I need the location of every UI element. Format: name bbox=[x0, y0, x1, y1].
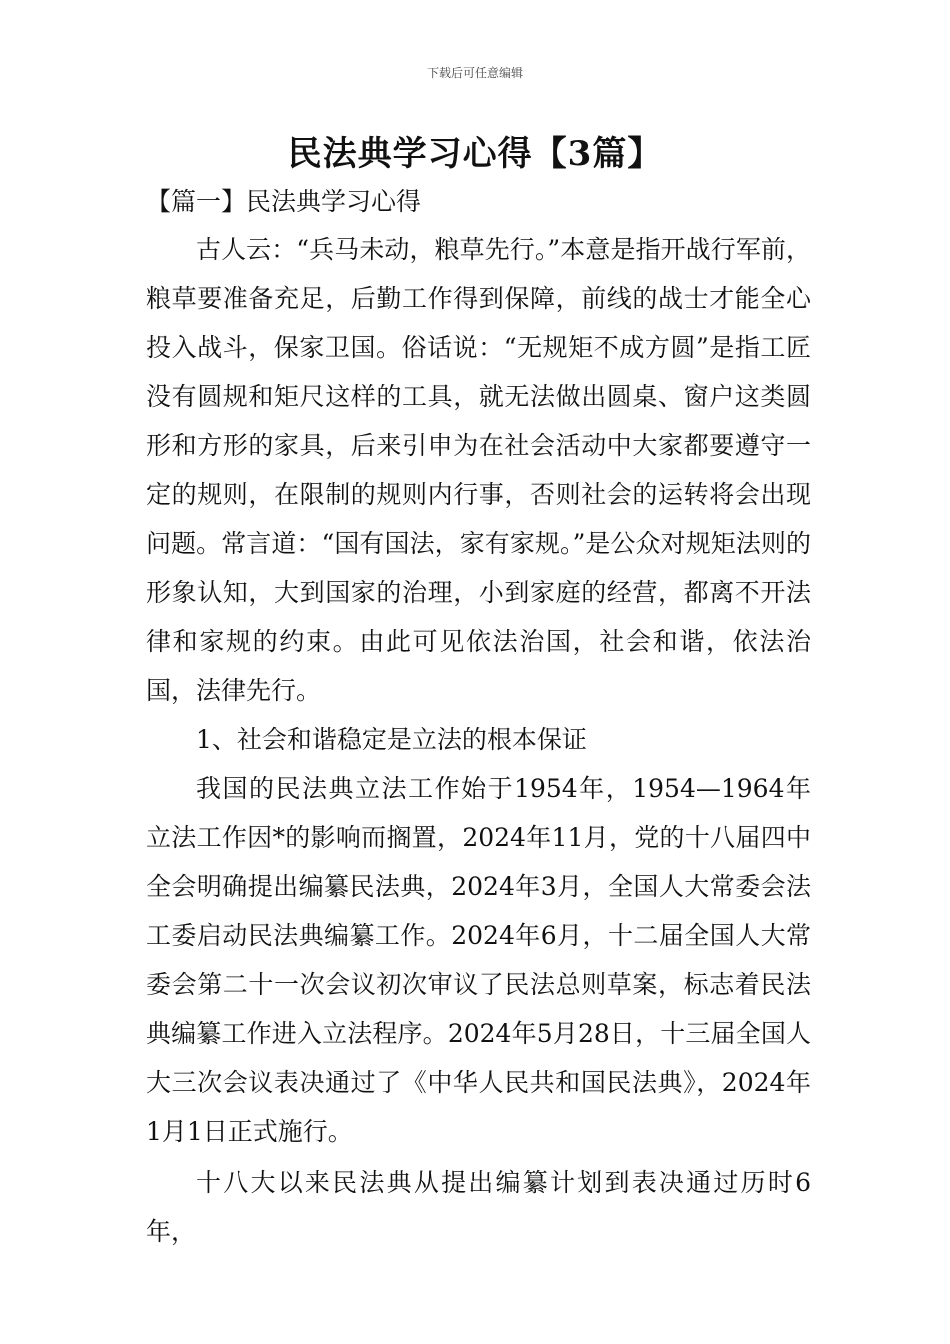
header-note: 下载后可任意编辑 bbox=[426, 66, 523, 80]
paragraph-subheading: 1、社会和谐稳定是立法的根本保证 bbox=[196, 725, 587, 754]
paragraph-continuation: 十八大以来民法典从提出编纂计划到表决通过历时6年， bbox=[146, 1168, 811, 1246]
paragraph-intro: 古人云：“兵马未动，粮草先行。”本意是指开战行军前，粮草要准备充足，后勤工作得到保障，前线的战士才能全心投入战斗，保家卫国。俗话说：“无规矩不成方圆”是指工匠没有圆规和矩尺这样的工具，就无法做出圆桌、窗户这类圆形和方形的家具，后来引申为在社会活动中大家都要遵守一定的规则，在限制的规则内行事，否则社会的运转将会出现问题。常言道：“国有国法，家有家规。”是公众对规矩法则的形象认知，大到国家的治理，小到家庭的经营，都离不开法律和家规的约束。由此可见依法治国，社会和谐，依法治国，法律先行。 bbox=[146, 235, 811, 705]
paragraph-history: 我国的民法典立法工作始于1954年，1954—1964年立法工作因*的影响而搁置，2024年11月，党的十八届四中全会明确提出编纂民法典，2024年3月，全国人大常委会法工委启动民法典编纂工作。2024年6月，十二届全国人大常委会第二十一次会议初次审议了民法总则草案，标志着民法典编纂工作进入立法程序。2024年5月28日，十三届全国人大三次会议表决通过了《中华人民共和国民法典》，2024年1月1日正式施行。 bbox=[146, 774, 811, 1146]
section-heading: 【篇一】民法典学习心得 bbox=[146, 187, 422, 216]
document-title: 民法典学习心得【3篇】 bbox=[287, 134, 663, 174]
document-body bbox=[146, 225, 811, 1256]
